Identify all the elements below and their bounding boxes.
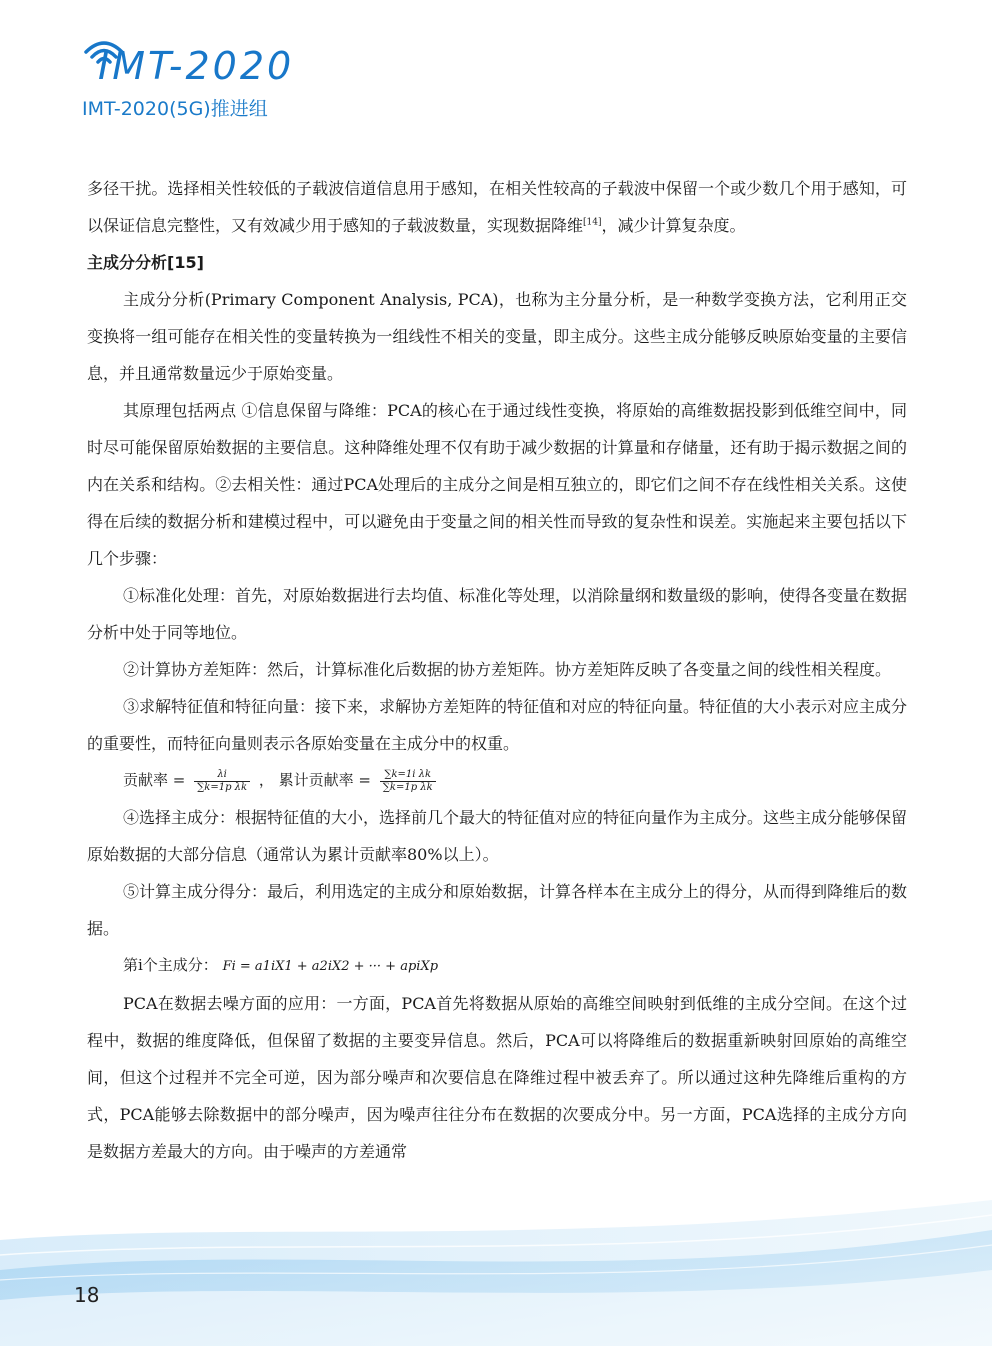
fraction-numerator: λi [194, 769, 250, 782]
formula-label-component: 第i个主成分： [123, 956, 218, 974]
paragraph-9: PCA在数据去噪方面的应用：一方面，PCA首先将数据从原始的高维空间映射到低维的主成分空间。在这个过程中，数据的维度降低，但保留了数据的主要变异信息。然后，PCA可以将降维后的数据重新映射回原始的高维空间，但这个过程并不完全可逆，因为部分噪声和次要信息在降维过程中被丢弃了。所以通过这种先降维后重构的方式，PCA能够去除数据中的部分噪声，因为噪声往往分布在数据的次要成分中。另一方面，PCA选择的主成分方向是数据方差最大的方向。由于噪声的方差通常 [87, 994, 907, 1161]
page-number: 18 [74, 1283, 100, 1307]
paragraph-1-text: 多径干扰。选择相关性较低的子载波信道信息用于感知，在相关性较高的子载波中保留一个或少数几个用于感知，可以保证信息完整性，又有效减少用于感知的子载波数量，实现数据降维 [87, 179, 907, 235]
fraction-denominator: ∑k=1p λk [382, 781, 433, 793]
paragraph-1 [87, 170, 907, 244]
formula-expression: Fi = a1iX1 + a2iX2 + ··· + apiXp [222, 959, 439, 974]
paragraph-7: ④选择主成分：根据特征值的大小，选择前几个最大的特征值对应的特征向量作为主成分。这些主成分能够保留原始数据的大部分信息（通常认为累计贡献率80%以上）。 [87, 808, 908, 864]
document-body [87, 170, 907, 1170]
formula-label-cumulative: 累计贡献率 = [278, 771, 371, 789]
header-subtitle: IMT-2020(5G)推进组 [82, 98, 268, 120]
section-title: 主成分分析[15] [87, 253, 204, 272]
logo-text: IMT-2020 [98, 44, 295, 88]
page-header [78, 30, 378, 130]
paragraph-5: ②计算协方差矩阵：然后，计算标准化后数据的协方差矩阵。协方差矩阵反映了各变量之间的线性相关程度。 [123, 660, 892, 679]
citation-14: [14] [583, 217, 602, 228]
fraction-denominator: ∑k=1p λk [197, 781, 248, 793]
paragraph-2: 主成分分析(Primary Component Analysis, PCA)，也称为主分量分析，是一种数学变换方法，它利用正交变换将一组可能存在相关性的变量转换为一组线性不相关的变量，即主成分。这些主成分能够反映原始变量的主要信息，并且通常数量远少于原始变量。 [87, 290, 907, 383]
formula-separator: ， [258, 771, 274, 789]
footer-wave-decoration [0, 1180, 992, 1346]
paragraph-4: ①标准化处理：首先，对原始数据进行去均值、标准化等处理，以消除量纲和数量级的影响，使得各变量在数据分析中处于同等地位。 [87, 586, 908, 642]
formula-label-contribution: 贡献率 = [123, 771, 186, 789]
paragraph-1-tail: ，减少计算复杂度。 [601, 216, 746, 235]
paragraph-3: 其原理包括两点 ①信息保留与降维：PCA的核心在于通过线性变换，将原始的高维数据投影到低维空间中，同时尽可能保留原始数据的主要信息。这种降维处理不仅有助于减少数据的计算量和存储量，还有助于揭示数据之间的内在关系和结构。②去相关性：通过PCA处理后的主成分之间是相互独立的，即它们之间不存在线性相关关系。这使得在后续的数据分析和建模过程中，可以避免由于变量之间的相关性而导致的复杂性和误差。实施起来主要包括以下几个步骤： [87, 401, 907, 568]
principal-component-formula [87, 947, 907, 985]
fraction-contribution [194, 769, 250, 794]
fraction-numerator: ∑k=1i λk [380, 769, 436, 782]
paragraph-6: ③求解特征值和特征向量：接下来，求解协方差矩阵的特征值和对应的特征向量。特征值的大小表示对应主成分的重要性，而特征向量则表示各原始变量在主成分中的权重。 [87, 697, 908, 753]
fraction-cumulative [380, 769, 436, 794]
contribution-rate-formula [87, 762, 907, 799]
paragraph-8: ⑤计算主成分得分：最后，利用选定的主成分和原始数据，计算各样本在主成分上的得分，从而得到降维后的数据。 [87, 882, 908, 938]
